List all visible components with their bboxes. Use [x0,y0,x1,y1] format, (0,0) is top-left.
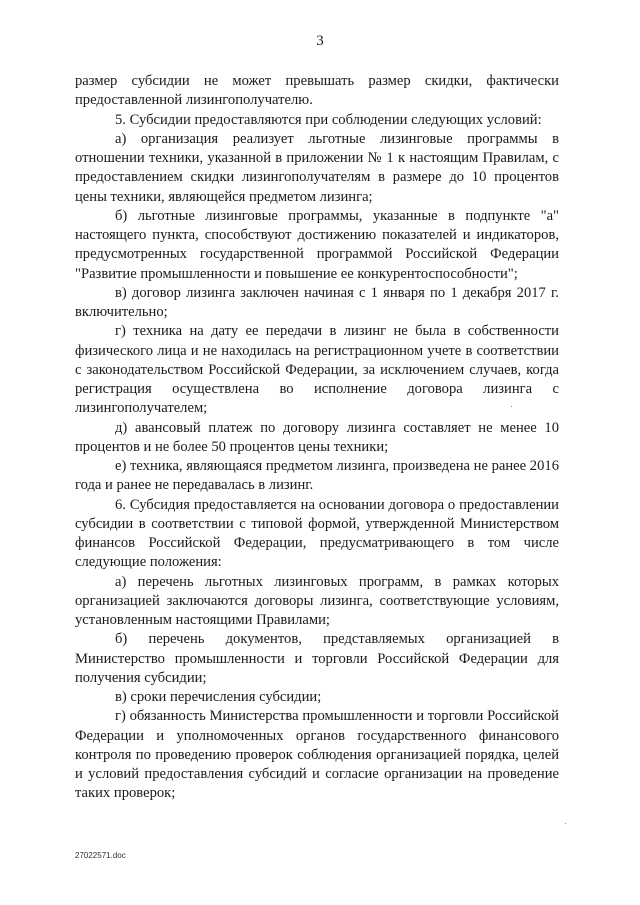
scan-speck [565,823,566,824]
scan-speck [511,406,512,407]
paragraph-clause-6: 6. Субсидия предоставляется на основании договора о предоставлении субсидии в соответствии с типовой формой, утвержденной Министерством финансов Российской Федерации, предусматривающего в том числе следующие положения: [75,496,559,571]
paragraph-subsidy-limit: размер субсидии не может превышать размер скидки, фактически предоставленной лизингополучателю. [75,73,559,109]
paragraph-5v: в) договор лизинга заключен начиная с 1 января по 1 декабря 2017 г. включительно; [75,284,559,320]
paragraph-6b: б) перечень документов, представляемых организацией в Министерство промышленности и торговли Российской Федерации для получения субсидии; [75,631,559,686]
paragraph-5e: е) техника, являющаяся предметом лизинга, произведена не ранее 2016 года и ранее не передавалась в лизинг. [75,458,559,494]
document-body [75,72,559,804]
paragraph-6a: а) перечень льготных лизинговых программ, в рамках которых организацией заключаются договоры лизинга, соответствующие условиям, установленным настоящими Правилами; [75,573,559,628]
paragraph-clause-5: 5. Субсидии предоставляются при соблюдении следующих условий: [115,111,542,128]
paragraph-5a: а) организация реализует льготные лизинговые программы в отношении техники, указанной в приложении № 1 к настоящим Правилам, с предоставлением скидки лизингополучателям в размере до 10 процентов цены техники, являющейся предметом лизинга; [75,130,559,205]
page-number: 3 [316,33,324,49]
paragraph-5g: г) техника на дату ее передачи в лизинг не была в собственности физического лица и не находилась на регистрационном учете в соответствии с законодательством Российской Федерации, за исключением случаев, когда регистрация осуществлена во исполнение договора лизинга с лизингополучателем; [75,323,559,417]
paragraph-6v: в) сроки перечисления субсидии; [115,689,322,705]
document-footer: 27022571.doc [75,851,126,860]
paragraph-5b: б) льготные лизинговые программы, указанные в подпункте "а" настоящего пункта, способствуют достижению показателей и индикаторов, предусмотренных государственной программой Российской Федерации "Развитие промышленности и повышение ее конкурентоспособности"; [75,207,559,282]
paragraph-6g: г) обязанность Министерства промышленности и торговли Российской Федерации и уполномоченных органов государственного финансового контроля по проведению проверок соблюдения организацией порядка, целей и условий предоставления субсидий и согласие организации на проведение таких проверок; [75,708,559,802]
paragraph-5d: д) авансовый платеж по договору лизинга составляет не менее 10 процентов и не более 50 процентов цены техники; [75,419,559,455]
